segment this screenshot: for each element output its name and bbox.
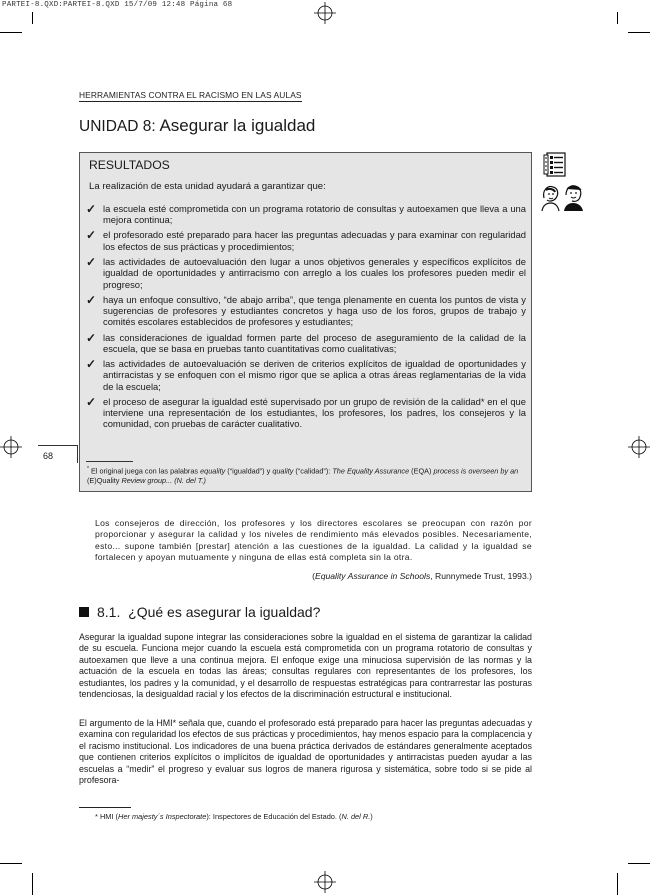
quote-source-paren: ( [312, 571, 315, 581]
page-footnote [95, 812, 373, 821]
footnote-marker: * [95, 812, 98, 821]
note-italic: process is overseen by an [433, 466, 519, 476]
page-number: 68 [43, 451, 54, 461]
crop-mark [0, 32, 22, 33]
print-slug: PARTEI-8.QXD:PARTEI-8.QXD 15/7/09 12:48 Página 68 [2, 1, 233, 9]
note-text: El original juega con las palabras [88, 466, 201, 476]
section-number: 8.1. [97, 604, 121, 620]
crop-mark [617, 873, 618, 895]
crop-mark [0, 863, 22, 864]
list-item-text: las actividades de autoevaluación den lugar a unos objetivos generales y específicos explícitos de igualdad de oportunidades y antirracismo con arreglo a los cuales los profesores pueden medir el progreso; [103, 255, 526, 290]
note-italic: The Equality Assurance [332, 466, 410, 476]
checkmark-icon: ✓ [86, 202, 97, 216]
checkmark-icon: ✓ [86, 357, 97, 372]
unit-title [79, 116, 315, 136]
square-bullet-icon [79, 607, 89, 617]
body-paragraph: Asegurar la igualdad supone integrar las consideraciones sobre la igualdad en el sistema de garantizar la calidad de su escuela. Funciona mejor cuando la escuela está comprometida con un programa rotatorio de consultas y autoexamen que lleve a una continua mejora. El enfoque exige una minuciosa supervisión de las normas y la actuación de la escuela en todas las áreas; consultas regulares con representantes de los profesores, los estudiantes, los padres y la comunidad, y el desarrollo de respuestas estratégicas para contrarrestar las posturas tendenciosas, la desigualdad racial y los efectos de la discriminación estructural e institucional. [79, 632, 532, 700]
footnote-italic: Her majesty´s Inspectorate [118, 812, 207, 821]
registration-mark-icon [628, 436, 650, 458]
checkmark-icon: ✓ [86, 292, 97, 307]
quote-source-rest: , Runnymede Trust, 1993.) [430, 571, 532, 581]
note-italic: Review group... (N. del T.) [121, 476, 206, 486]
note-text: (EQA) [409, 466, 434, 476]
checkmark-icon: ✓ [86, 330, 97, 345]
checkmark-icon: ✓ [86, 254, 97, 269]
registration-mark-icon [0, 436, 22, 458]
unit-prefix: UNIDAD 8: [79, 118, 156, 135]
crop-mark [617, 12, 618, 24]
box-footnote [87, 464, 527, 486]
list-item-text: haya un enfoque consultivo, “de abajo arriba”, que tenga plenamente en cuenta los puntos de vista y sugerencias de profesores y estudiantes concretos y haga uso de los foros, grupos de trabajo y comités escolares establecidos de profesores y estudiantes; [103, 293, 526, 328]
crop-mark [628, 32, 650, 33]
footnote-marker: * [87, 466, 89, 472]
note-text: (“igualdad”) y [225, 466, 273, 476]
results-box [79, 152, 532, 492]
list-item-text: la escuela esté comprometida con un programa rotatorio de consultas y autoexamen que lleva a una mejora continua; [103, 203, 526, 226]
list-item [86, 229, 526, 252]
people-faces-icon [540, 184, 585, 212]
footnote-text: HMI ( [97, 812, 119, 821]
box-note-rule [86, 461, 133, 462]
footnote-italic: N. del R. [341, 812, 371, 821]
footnote-text: ): Inspectores de Educación del Estado. ( [206, 812, 342, 821]
footnote-text: ) [370, 812, 373, 821]
list-item-text: el profesorado esté preparado para hacer las preguntas adecuadas y para examinar con regularidad los efectos de sus prácticas y procedimientos; [103, 229, 526, 252]
results-intro: La realización de esta unidad ayudará a garantizar que: [89, 181, 326, 192]
quote-text: Los consejeros de dirección, los profesores y los directores escolares se preocupan con razón por proporcionar y asegurar la calidad y los niveles de rendimiento más elevados posibles. Necesariamente, esto... supone también [prestar] atención a las cuestiones de la igualdad. La calidad y la igualdad se fortalecen y apoyan mutuamente y ninguna de ellas está completa sin la otra. [95, 518, 532, 562]
results-list [86, 203, 526, 434]
list-item-text: las consideraciones de igualdad formen parte del proceso de aseguramiento de la calidad de la escuela, que se basa en pruebas tanto cuantitativas como cualitativas; [103, 331, 526, 354]
list-item [86, 203, 526, 226]
crop-mark [32, 873, 33, 895]
list-item [86, 396, 526, 430]
note-italic: equality [200, 466, 226, 476]
running-head: HERRAMIENTAS CONTRA EL RACISMO EN LAS AULAS [79, 90, 302, 100]
list-item [86, 358, 526, 392]
results-title: RESULTADOS [89, 158, 170, 172]
quote-source-title: Equality Assurance in Schools [314, 571, 431, 581]
unit-title-text: Asegurar la igualdad [159, 116, 316, 135]
list-item [86, 332, 526, 355]
list-item-text: las actividades de autoevaluación se deriven de criterios explícitos de igualdad de oportunidades y antirracistas y se enfoquen con el mismo rigor que se aplica a otras áreas reglamentarias de la vida de la escuela; [103, 358, 526, 392]
list-item-text: el proceso de asegurar la igualdad esté supervisado por un grupo de revisión de la calidad* en el que interviene una representación de los estudiantes, los profesores, los padres, los consejeros y la comunidad, con pruebas de carácter cualitativo. [103, 395, 526, 430]
document-list-icon [542, 152, 568, 178]
section-title: ¿Qué es asegurar la igualdad? [128, 604, 321, 620]
crop-mark [32, 12, 33, 24]
quote-source [290, 571, 532, 581]
footnote-rule [79, 807, 131, 808]
note-text: (“calidad”): [293, 466, 333, 476]
crop-mark [628, 863, 650, 864]
list-item [86, 294, 526, 328]
checkmark-icon: ✓ [86, 394, 97, 409]
running-head-rule [79, 101, 302, 102]
note-italic: quality [272, 466, 294, 476]
body-paragraph: El argumento de la HMI* señala que, cuando el profesorado está preparado para hacer las preguntas adecuadas y examina con regularidad los efectos de sus prácticas y procedimientos, hay menos espacio para la complacencia y el racismo institucional. Los indicadores de una buena práctica derivados de estándares generalmente aceptados que contienen criterios explícitos o implícitos de igualdad de oportunidades y antirracistas pueden ayudar a las escuelas a “medir” el progreso y evaluar sus logros de manera rigurosa y sistemática, sobre todo si se pide al profesora- [79, 718, 532, 786]
list-item [86, 256, 526, 290]
registration-mark-icon [314, 2, 336, 24]
section-heading [79, 604, 320, 620]
note-text: (E)Quality [87, 476, 122, 486]
side-icons [540, 152, 585, 212]
checkmark-icon: ✓ [86, 228, 97, 243]
registration-mark-icon [314, 871, 336, 893]
